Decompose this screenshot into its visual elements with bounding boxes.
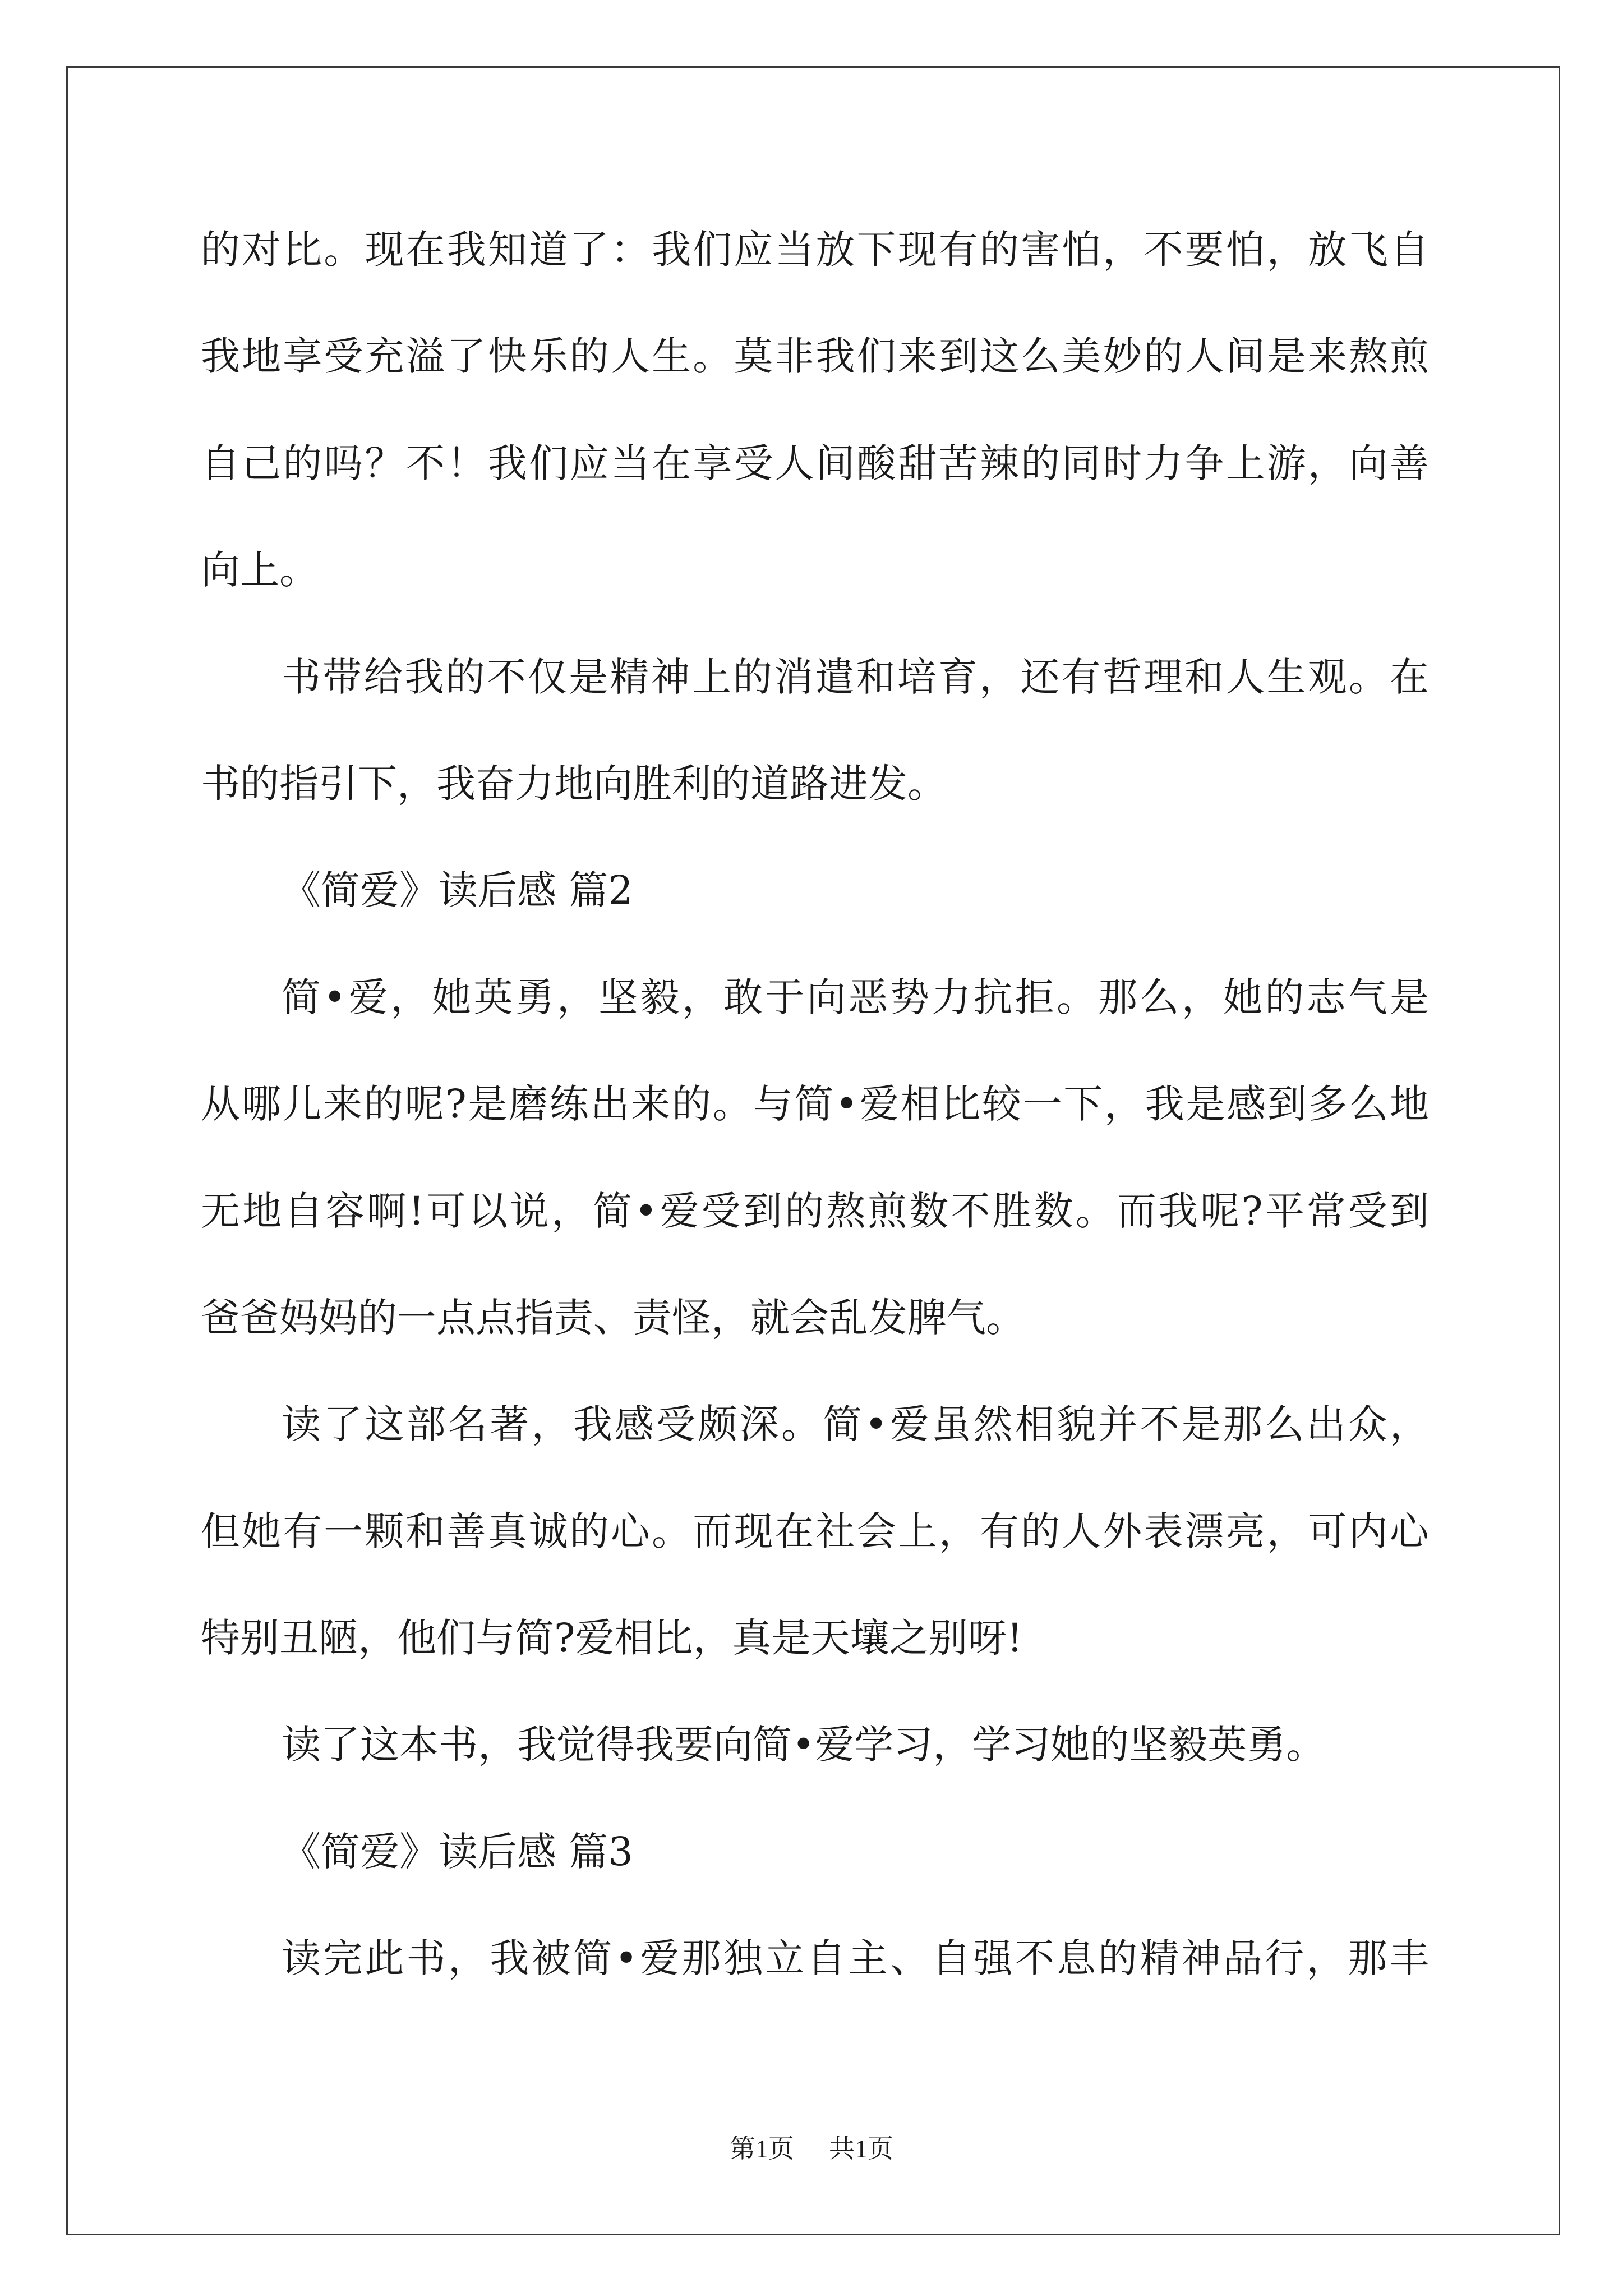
paragraph	[201, 624, 1429, 838]
text-line: 向上。	[201, 547, 319, 593]
text-line: 读了这部名著，我感受颇深。简•爱虽然相貌并不是那么出众，	[282, 1401, 1429, 1448]
text-line: 从哪儿来的呢?是磨练出来的。与简•爱相比较一下，我是感到多么地	[201, 1081, 1429, 1128]
paragraph	[201, 196, 1429, 624]
text-line: 读完此书，我被简•爱那独立自主、自强不息的精神品行，那丰	[282, 1935, 1429, 1982]
section-heading-text: 《简爱》读后感 篇3	[282, 1828, 633, 1875]
text-line: 书的指引下，我奋力地向胜利的道路进发。	[201, 760, 947, 807]
text-line: 爸爸妈妈的一点点指责、责怪，就会乱发脾气。	[201, 1294, 1025, 1341]
text-line: 特别丑陋，他们与简?爱相比，真是天壤之别呀!	[201, 1615, 1023, 1662]
section-heading	[201, 1798, 1429, 1905]
text-line: 简•爱，她英勇，坚毅，敢于向恶势力抗拒。那么，她的志气是	[282, 974, 1429, 1020]
paragraph	[201, 1371, 1429, 1691]
text-line: 我地享受充溢了快乐的人生。莫非我们来到这么美妙的人间是来熬煎	[201, 333, 1429, 380]
section-heading-text: 《简爱》读后感 篇2	[282, 867, 633, 914]
text-line: 无地自容啊!可以说，简•爱受到的熬煎数不胜数。而我呢?平常受到	[201, 1188, 1429, 1234]
section-heading	[201, 837, 1429, 944]
text-line: 读了这本书，我觉得我要向简•爱学习，学习她的坚毅英勇。	[282, 1722, 1326, 1768]
paragraph	[201, 944, 1429, 1372]
text-line: 但她有一颗和善真诚的心。而现在社会上，有的人外表漂亮，可内心	[201, 1508, 1429, 1554]
paragraph	[201, 1691, 1429, 1798]
text-line: 书带给我的不仅是精神上的消遣和培育，还有哲理和人生观。在	[282, 654, 1429, 700]
document-body	[201, 196, 1429, 2012]
text-line: 的对比。现在我知道了：我们应当放下现有的害怕，不要怕，放飞自	[201, 227, 1429, 273]
page-number-footer: 第1页 共1页	[729, 2134, 894, 2163]
text-line: 自己的吗？不！我们应当在享受人间酸甜苦辣的同时力争上游，向善	[201, 440, 1429, 486]
paragraph	[201, 1905, 1429, 2012]
